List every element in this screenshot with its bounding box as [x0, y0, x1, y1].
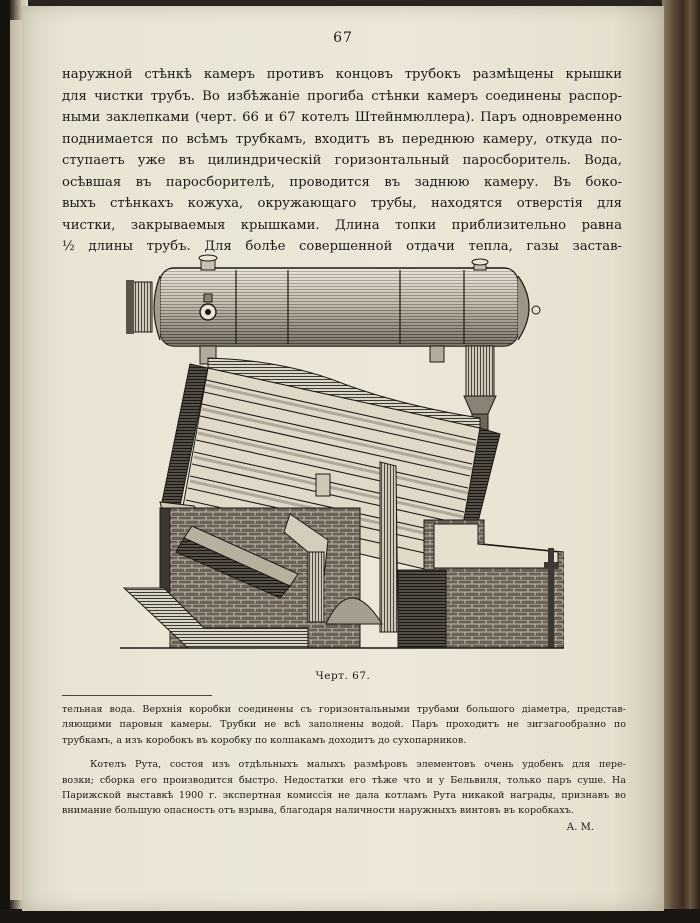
author-signature: А. М.	[566, 822, 594, 833]
book-cover-edge	[0, 0, 10, 923]
footnote-line: тельная вода. Верхнія коробки соединены съ горизонтальными трубами большого діаметра, представ-	[62, 704, 626, 715]
text-line: чистки, закрываемыя крышками. Длина топки приблизительно равна	[62, 217, 622, 233]
text-line: ными заклепками (черт. 66 и 67 котелъ Штейнмюллера). Паръ одновременно	[62, 110, 622, 125]
footnote-line: внимание большую опасность отъ взрыва, благодаря наличности наружныхъ винтовъ въ коробкахъ.	[62, 805, 574, 817]
footnote-line: Котелъ Рута, состоя изъ отдѣльныхъ малыхъ размѣровъ элементовъ очень удобенъ для пере-	[90, 759, 626, 771]
figure-caption: Черт. 67.	[315, 670, 371, 682]
footnote-line: Парижской выставкѣ 1900 г. экспертная комиссія не дала котламъ Рута никакой награды, признавъ во	[62, 790, 626, 802]
footnotes-block	[62, 702, 626, 819]
footnote-line: возки; сборка его производится быстро. Недостатки его тѣже что и у Бельвиля, только паръ суше. На	[62, 774, 626, 786]
text-line: поднимается по всѣмъ трубкамъ, входитъ въ переднюю камеру, откуда по-	[62, 131, 622, 147]
page-number: 67	[333, 30, 353, 46]
text-line: ½ длины трубъ. Для болѣе совершенной отдачи тепла, газы застав-	[62, 239, 622, 254]
main-text-block	[62, 64, 622, 258]
text-line: ступаетъ уже въ цилиндрическій горизонтальный паросборитель. Вода,	[62, 153, 622, 168]
boiler-engraving-illustration	[104, 252, 564, 660]
text-line: осѣвшая въ паросборителѣ, проводится въ заднюю камеру. Въ боко-	[62, 174, 622, 190]
footnote-line: ляющими паровыя камеры. Трубки не всѣ заполнены водой. Паръ проходитъ не зигзагообразно по	[62, 719, 626, 731]
boiler-setting	[120, 358, 564, 648]
text-line: наружной стѣнкѣ камеръ противъ концовъ трубокъ размѣщены крышки	[62, 67, 622, 82]
book-bottom-edge	[0, 909, 700, 923]
footnote-line: трубкамъ, а изъ коробокъ въ коробку по колпакамъ доходитъ до сухопарников.	[62, 734, 467, 746]
book-page	[22, 6, 664, 911]
book-right-edge	[662, 0, 700, 923]
text-line: для чистки трубъ. Во избѣжаніе прогиба стѣнки камеръ соединены распор-	[62, 88, 622, 104]
footnote-divider	[62, 695, 212, 696]
paragraph-gap	[62, 748, 626, 757]
text-line: выхъ стѣнкахъ кожуха, окружающаго трубы, находятся отверстія для	[62, 196, 622, 211]
